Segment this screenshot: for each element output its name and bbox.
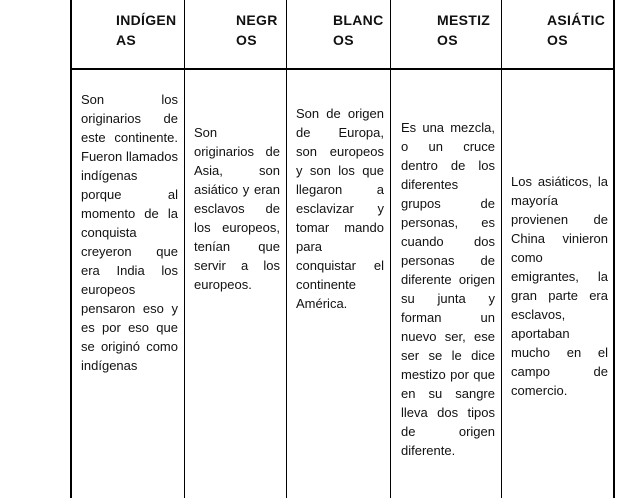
header-divider — [71, 68, 614, 70]
cell-blancos: Son de origen de Europa, son europeos y son los que llegaron a esclavizar y tomar mando para conquistar el continente América. — [296, 106, 384, 311]
column-divider — [390, 0, 391, 498]
header-asiaticos: ASIÁTIC OS — [547, 12, 606, 48]
cell-negros: Son originarios de Asia, son asiático y eran esclavos de los europeos, tenían que servir a los europeos. — [194, 125, 280, 292]
column-divider — [184, 0, 185, 498]
column-divider — [501, 0, 502, 498]
column-divider — [286, 0, 287, 498]
cell-mestizos: Es una mezcla, o un cruce dentro de los diferentes grupos de personas, es cuando dos personas de diferente origen su junta y forman un nuevo ser, ese ser se le dice mestizo por que en su sangre lleva dos tipos de origen diferente. — [401, 120, 495, 458]
header-mestizos: MESTIZ OS — [437, 12, 491, 48]
cell-asiaticos: Los asiáticos, la mayoría provienen de China vinieron como emigrantes, la gran parte era esclavos, aportaban mucho en el campo de comercio. — [511, 174, 608, 398]
table-border-left — [70, 0, 72, 498]
table-border-right — [613, 0, 615, 498]
header-blancos: BLANC OS — [333, 12, 384, 48]
header-indigenas: INDÍGEN AS — [116, 12, 177, 48]
cell-indigenas: Son los originarios de este continente. Fueron llamados indígenas porque al momento de la conquista creyeron que era India los europeos pensaron eso y es por eso que se originó como indígenas — [81, 92, 178, 373]
header-negros: NEGR OS — [236, 12, 278, 48]
